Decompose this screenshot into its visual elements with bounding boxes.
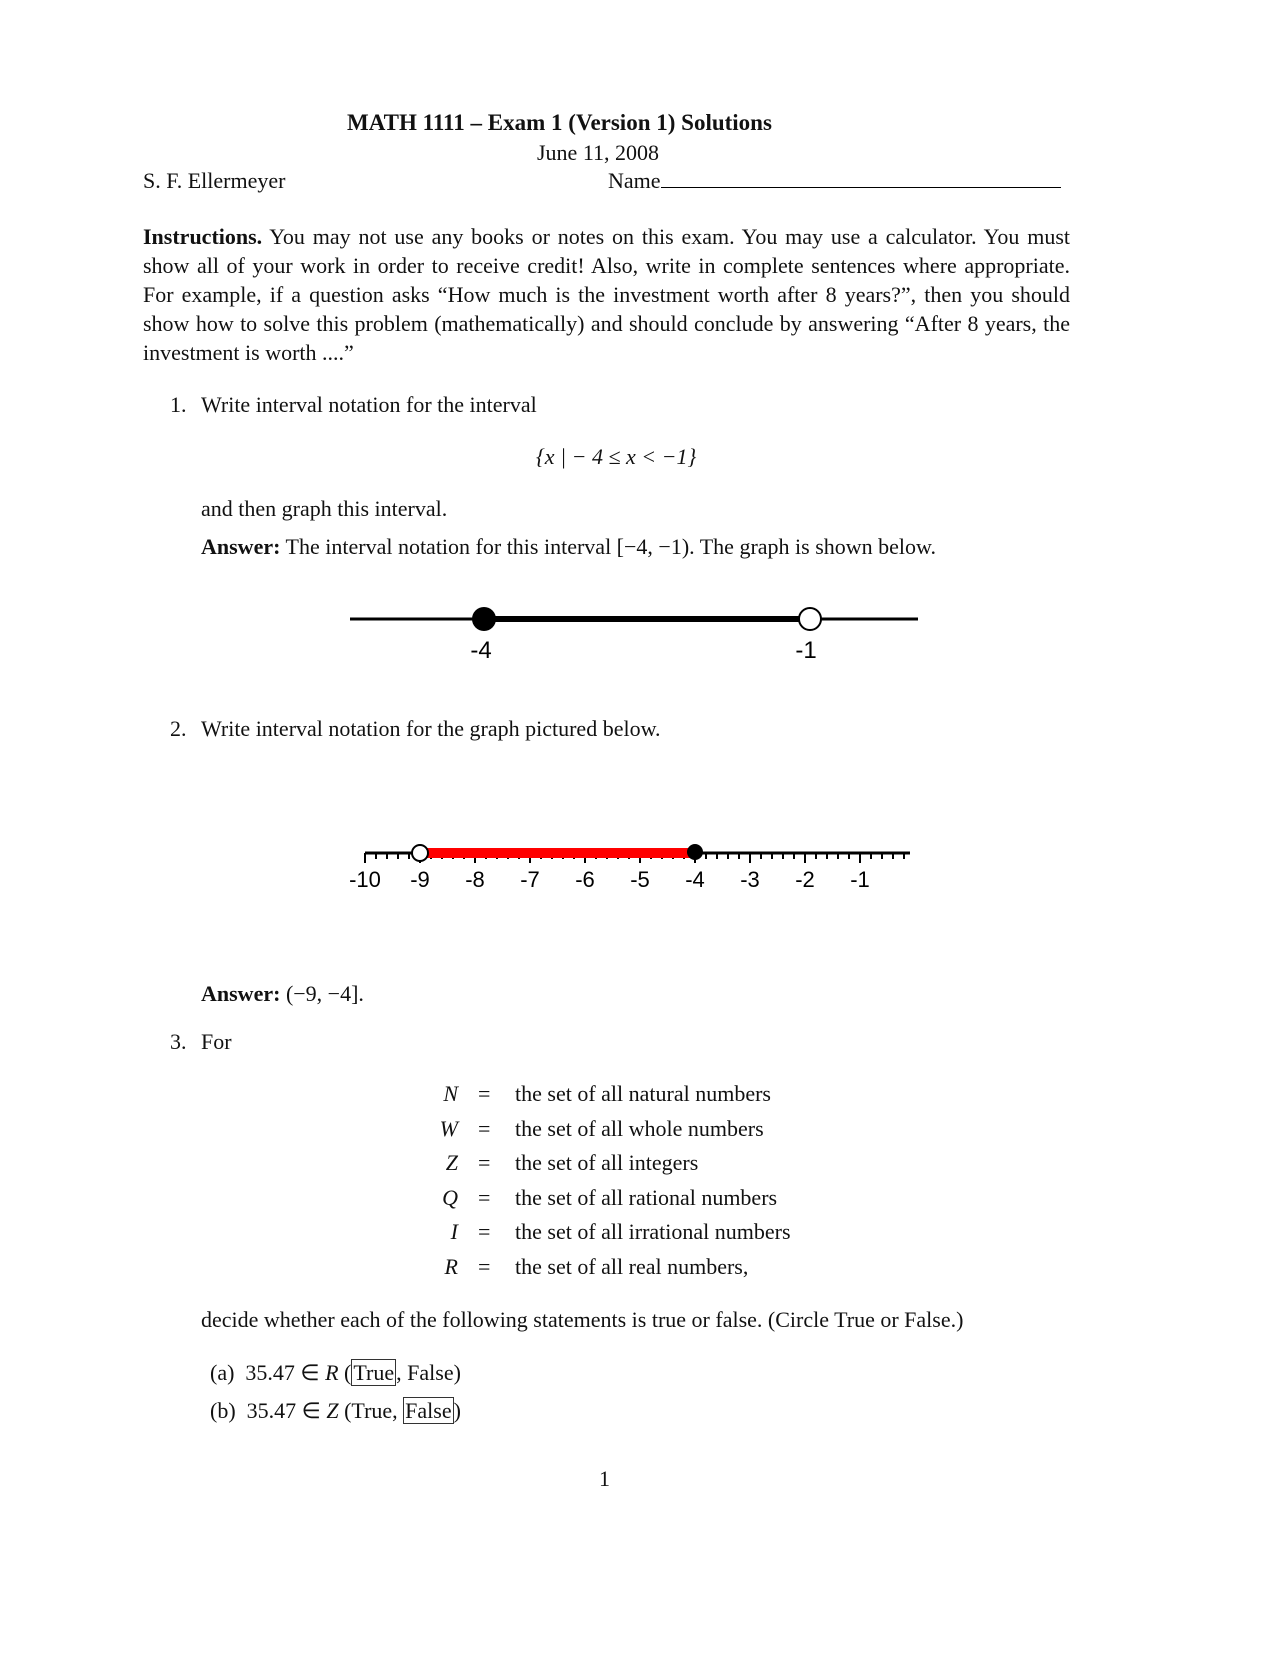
tick-label: -1 <box>850 867 870 892</box>
item-statement: 35.47 ∈ <box>245 1360 320 1385</box>
author: S. F. Ellermeyer <box>143 168 286 193</box>
q1-number-line <box>0 590 1280 670</box>
item-set: R <box>325 1360 339 1385</box>
closed-endpoint <box>472 607 496 631</box>
q3-item-b: (b) 35.47 ∈ Z (True, False) <box>210 1398 461 1423</box>
answer-text: The interval notation for this interval [−4, −1). The graph is shown below. <box>285 534 936 559</box>
open-endpoint <box>412 845 428 861</box>
true-option[interactable]: True <box>351 1398 393 1423</box>
tick-label: -7 <box>520 867 540 892</box>
exam-title: MATH 1111 – Exam 1 (Version 1) Solutions <box>347 110 772 135</box>
q2-number: 2. <box>170 716 187 741</box>
q1-answer <box>201 534 936 560</box>
answer-label: Answer: <box>201 534 281 559</box>
answer-label: Answer: <box>201 981 281 1006</box>
item-label: (a) <box>210 1360 235 1385</box>
instructions-text: You may not use any books or notes on this exam. You may use a calculator. You must show all of your work in order to receive credit! Also, write in complete sentences where appropriate. For example, if a question asks “How much is the investment worth after 8 years?”, then you should show how to solve this problem (mathematically) and should conclude by answering “After 8 years, the investment is worth ....” <box>143 224 1070 365</box>
item-statement: 35.47 ∈ <box>246 1398 321 1423</box>
set-description: the set of all integers <box>515 1150 699 1175</box>
q1-set: {x | − 4 ≤ x < −1} <box>536 444 697 469</box>
tick-label: -1 <box>795 637 817 664</box>
tick-label: -10 <box>349 867 381 892</box>
tick-label: -4 <box>685 867 705 892</box>
instructions-label: Instructions. <box>143 224 263 249</box>
equals-sign: = <box>478 1115 491 1141</box>
q1-number: 1. <box>170 392 187 417</box>
q3-instruction: decide whether each of the following statements is true or false. (Circle True or False.) <box>201 1307 964 1332</box>
q3-item-a: (a) 35.47 ∈ R (True, False) <box>210 1360 461 1385</box>
q3-prompt: For <box>201 1029 232 1054</box>
set-symbol: W <box>439 1115 458 1141</box>
set-symbol: I <box>450 1219 458 1244</box>
answer-text: (−9, −4]. <box>285 981 364 1006</box>
q2-number-line <box>0 830 1280 900</box>
false-option-circled[interactable]: False <box>405 1398 452 1423</box>
tick-label: -4 <box>470 637 492 664</box>
true-option-circled[interactable]: True <box>353 1360 395 1385</box>
tick-label: -3 <box>740 867 760 892</box>
name-field <box>608 168 1061 194</box>
set-symbol: Q <box>442 1184 458 1210</box>
name-line <box>661 169 1061 188</box>
item-set: Z <box>326 1398 339 1423</box>
q1-prompt: Write interval notation for the interval <box>201 392 537 417</box>
tick-label: -2 <box>795 867 815 892</box>
equals-sign: = <box>478 1150 491 1175</box>
exam-date: June 11, 2008 <box>537 140 660 165</box>
q2-answer <box>201 981 364 1007</box>
set-symbol: R <box>444 1253 458 1279</box>
equals-sign: = <box>478 1081 491 1106</box>
name-label: Name <box>608 168 661 193</box>
set-description: the set of all irrational numbers <box>515 1219 791 1244</box>
tick-label: -9 <box>410 867 430 892</box>
closed-endpoint <box>687 844 703 860</box>
tick-label: -5 <box>630 867 650 892</box>
tick-label: -6 <box>575 867 595 892</box>
false-option[interactable]: False <box>407 1360 454 1385</box>
set-symbol: Z <box>445 1150 458 1175</box>
set-description: the set of all natural numbers <box>515 1081 771 1106</box>
open-endpoint <box>799 608 821 630</box>
page-number: 1 <box>599 1466 610 1491</box>
item-label: (b) <box>210 1398 236 1423</box>
set-symbol: N <box>443 1081 458 1106</box>
equals-sign: = <box>478 1253 491 1279</box>
equals-sign: = <box>478 1219 491 1244</box>
instructions <box>143 222 1070 367</box>
q2-prompt: Write interval notation for the graph pictured below. <box>201 716 661 741</box>
tick-label: -8 <box>465 867 485 892</box>
set-description: the set of all rational numbers <box>515 1184 778 1210</box>
q3-number: 3. <box>170 1029 187 1054</box>
equals-sign: = <box>478 1184 491 1210</box>
set-description: the set of all real numbers, <box>515 1253 749 1279</box>
set-description: the set of all whole numbers <box>515 1115 764 1141</box>
q1-after: and then graph this interval. <box>201 496 448 521</box>
